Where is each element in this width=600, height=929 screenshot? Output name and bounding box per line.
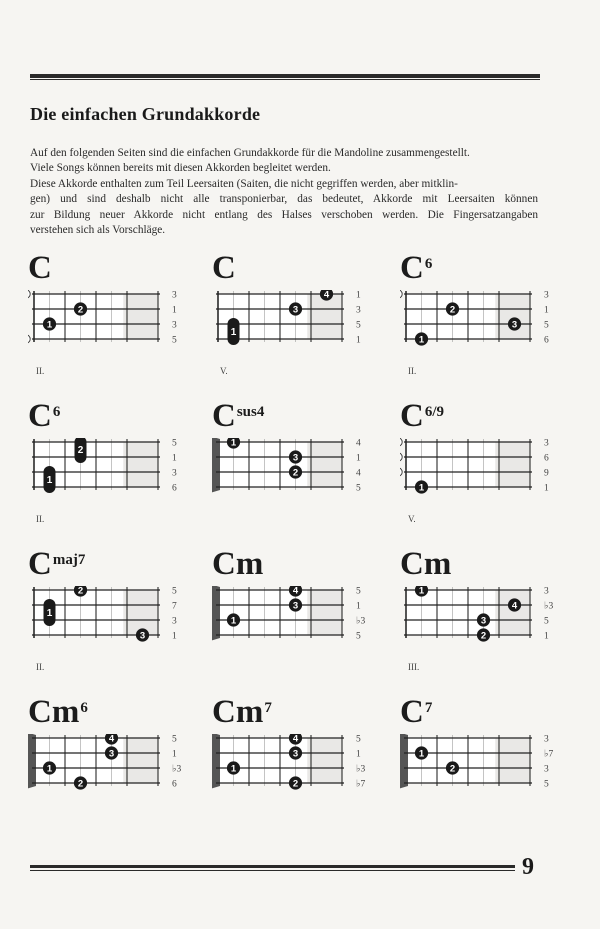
chord-quality: 7: [424, 700, 433, 716]
interval-label: 1: [172, 631, 177, 642]
interval-label: 5: [172, 586, 177, 597]
chord-root: C: [400, 694, 424, 730]
chord-root: Cm: [28, 694, 80, 730]
interval-label: 1: [356, 335, 361, 346]
finger-number: 1: [46, 319, 53, 331]
finger-number: 3: [108, 748, 115, 760]
finger-number: 2: [480, 630, 487, 642]
intro-line: zur Bildung neuer Akkorde nicht entlang des Halses verschoben werden. Die Fingersatzangaben: [30, 208, 538, 221]
nut: [28, 734, 36, 789]
open-string-marker: [28, 290, 30, 298]
chord-diagram: [212, 252, 372, 392]
interval-label: 4: [356, 438, 361, 449]
interval-label: 6: [172, 483, 177, 494]
finger-number: 4: [292, 734, 299, 745]
interval-label: 5: [356, 586, 361, 597]
fretboard: [400, 734, 570, 814]
chord-diagram: [212, 696, 372, 836]
fretboard-shade: [307, 294, 342, 339]
interval-label: 6: [544, 453, 549, 464]
fretboard-shade: [123, 294, 158, 339]
chord-quality: sus4: [236, 404, 265, 420]
interval-label: 3: [544, 290, 549, 301]
chord-diagram: [400, 548, 560, 688]
interval-label: 3: [544, 586, 549, 597]
nut: [212, 586, 220, 641]
finger-number: 2: [292, 778, 299, 790]
interval-label: 9: [544, 468, 549, 479]
finger-number: 3: [292, 452, 299, 464]
chord-diagram: [400, 696, 560, 836]
interval-label: ♭3: [544, 601, 554, 612]
nut: [212, 438, 220, 493]
interval-label: 3: [544, 734, 549, 745]
chord-name: [212, 696, 272, 729]
interval-label: ♭3: [356, 764, 366, 775]
top-rule: [30, 74, 540, 78]
interval-label: 5: [356, 483, 361, 494]
interval-label: 1: [172, 305, 177, 316]
interval-label: 3: [544, 438, 549, 449]
interval-label: 5: [356, 320, 361, 331]
interval-label: ♭7: [356, 779, 366, 790]
interval-label: 4: [356, 468, 361, 479]
interval-label: 3: [172, 468, 177, 479]
finger-number: 4: [292, 586, 299, 597]
finger-number: 3: [511, 319, 518, 331]
fretboard-shade: [495, 294, 530, 339]
footer-rule: [30, 865, 515, 868]
chord-root: C: [400, 250, 424, 286]
fret-position: V.: [408, 514, 416, 524]
interval-label: 7: [172, 601, 177, 612]
chord-diagram: [28, 548, 188, 688]
nut: [212, 734, 220, 789]
interval-label: 3: [172, 290, 177, 301]
interval-label: 3: [172, 616, 177, 627]
chord-quality: 6/9: [424, 404, 445, 420]
fretboard: [212, 734, 382, 814]
finger-number: 4: [511, 600, 518, 612]
chord-quality: 6: [424, 256, 433, 272]
fretboard: [212, 438, 382, 518]
chord-name: [400, 400, 444, 433]
interval-label: 1: [356, 290, 361, 301]
open-string-marker: [400, 438, 402, 446]
interval-label: ♭3: [172, 764, 182, 775]
interval-label: 1: [356, 601, 361, 612]
open-string-marker: [400, 290, 402, 298]
chord-diagram: [212, 400, 372, 540]
chord-root: C: [28, 546, 52, 582]
finger-number: 1: [418, 334, 425, 346]
finger-number: 2: [77, 778, 84, 790]
fretboard: [28, 586, 198, 666]
intro-text: [30, 146, 538, 238]
chord-root: Cm: [212, 694, 264, 730]
fretboard-shade: [495, 442, 530, 487]
chord-name: [212, 252, 237, 285]
finger-number: 1: [418, 748, 425, 760]
fretboard: [400, 290, 570, 370]
chord-name: [400, 696, 432, 729]
fretboard: [400, 586, 570, 666]
chord-name: [212, 548, 264, 581]
chord-name: [400, 252, 432, 285]
fretboard-shade: [307, 442, 342, 487]
chord-quality: 6: [52, 404, 61, 420]
chord-root: Cm: [212, 546, 264, 582]
finger-number: 2: [449, 763, 456, 775]
chord-root: C: [212, 398, 236, 434]
interval-label: 5: [356, 631, 361, 642]
chord-diagram: [400, 400, 560, 540]
fretboard-shade: [123, 590, 158, 635]
finger-number: 2: [77, 304, 84, 316]
finger-number: 2: [292, 467, 299, 479]
interval-label: 6: [544, 335, 549, 346]
intro-line: Diese Akkorde enthalten zum Teil Leersaiten (Saiten, die nicht gegriffen werden, aber mitklin-: [30, 177, 458, 190]
fretboard: [28, 438, 198, 518]
finger-number: 1: [418, 482, 425, 494]
chord-name: [28, 548, 85, 581]
interval-label: ♭7: [544, 749, 554, 760]
chord-root: C: [212, 250, 236, 286]
interval-label: 3: [172, 320, 177, 331]
fretboard: [400, 438, 570, 518]
chord-diagram: [28, 252, 188, 392]
interval-label: 5: [172, 438, 177, 449]
fretboard-shade: [307, 590, 342, 635]
fret-position: II.: [408, 366, 417, 376]
fretboard-shade: [123, 442, 158, 487]
interval-label: 1: [544, 305, 549, 316]
finger-number: 1: [230, 615, 237, 627]
interval-label: 5: [172, 734, 177, 745]
finger-number: 3: [480, 615, 487, 627]
chord-name: [212, 400, 264, 433]
open-string-marker: [28, 335, 30, 343]
finger-number: 1: [230, 327, 237, 338]
fretboard: [28, 290, 198, 370]
finger-number: 3: [292, 748, 299, 760]
finger-number: 1: [46, 608, 53, 619]
chord-quality: 6: [80, 700, 88, 716]
fret-position: V.: [220, 366, 228, 376]
finger-number: 1: [46, 475, 53, 486]
finger-number: 2: [77, 586, 84, 597]
chord-name: [28, 252, 53, 285]
fretboard-shade: [495, 590, 530, 635]
fretboard: [212, 290, 382, 370]
top-rule-thin: [30, 79, 540, 80]
fretboard-shade: [307, 738, 342, 783]
chord-name: [28, 696, 88, 729]
chord-root: C: [28, 398, 52, 434]
finger-number: 1: [230, 763, 237, 775]
finger-number: 1: [46, 763, 53, 775]
chord-diagram: [212, 548, 372, 688]
interval-label: 1: [356, 749, 361, 760]
interval-label: 5: [356, 734, 361, 745]
chord-root: C: [28, 250, 52, 286]
interval-label: 6: [172, 779, 177, 790]
chord-diagram: [28, 696, 188, 836]
interval-label: 1: [356, 453, 361, 464]
chord-root: Cm: [400, 546, 452, 582]
interval-label: 5: [172, 335, 177, 346]
interval-label: 3: [356, 305, 361, 316]
page-number: 9: [522, 854, 534, 880]
chord-diagram: [400, 252, 560, 392]
intro-line: Viele Songs können bereits mit diesen Akkorden begleitet werden.: [30, 162, 331, 175]
interval-label: ♭3: [356, 616, 366, 627]
fret-position: II.: [36, 514, 45, 524]
section-title: Die einfachen Grundakkorde: [30, 104, 261, 124]
fret-position: III.: [408, 662, 420, 672]
intro-line: gen) und sind deshalb nicht alle transponierbar, das bedeutet, Akkorde mit Leersaiten können: [30, 193, 538, 206]
footer-rule-thin: [30, 870, 515, 871]
fretboard-shade: [123, 738, 158, 783]
open-string-marker: [400, 468, 402, 476]
fret-position: II.: [36, 662, 45, 672]
finger-number: 1: [418, 586, 425, 597]
finger-number: 4: [108, 734, 115, 745]
finger-number: 1: [230, 438, 237, 449]
fretboard: [28, 734, 198, 814]
interval-label: 3: [544, 764, 549, 775]
fret-position: II.: [36, 366, 45, 376]
chord-name: [400, 548, 452, 581]
chord-quality: maj7: [52, 552, 86, 568]
nut: [400, 734, 408, 789]
fretboard-shade: [495, 738, 530, 783]
interval-label: 5: [544, 616, 549, 627]
finger-number: 3: [139, 630, 146, 642]
interval-label: 1: [544, 631, 549, 642]
intro-line: Auf den folgenden Seiten sind die einfachen Grundakkorde für die Mandoline zusammengestellt.: [30, 147, 470, 159]
finger-number: 4: [323, 290, 330, 301]
finger-number: 2: [77, 445, 84, 456]
intro-line: verstehen sich als Vorschläge.: [30, 224, 166, 237]
interval-label: 1: [172, 749, 177, 760]
fretboard: [212, 586, 382, 666]
open-string-marker: [400, 453, 402, 461]
chord-diagram: [28, 400, 188, 540]
chord-name: [28, 400, 60, 433]
interval-label: 5: [544, 779, 549, 790]
finger-number: 2: [449, 304, 456, 316]
chord-root: C: [400, 398, 424, 434]
chord-quality: 7: [264, 700, 272, 716]
interval-label: 1: [544, 483, 549, 494]
finger-number: 3: [292, 600, 299, 612]
interval-label: 1: [172, 453, 177, 464]
finger-number: 3: [292, 304, 299, 316]
interval-label: 5: [544, 320, 549, 331]
